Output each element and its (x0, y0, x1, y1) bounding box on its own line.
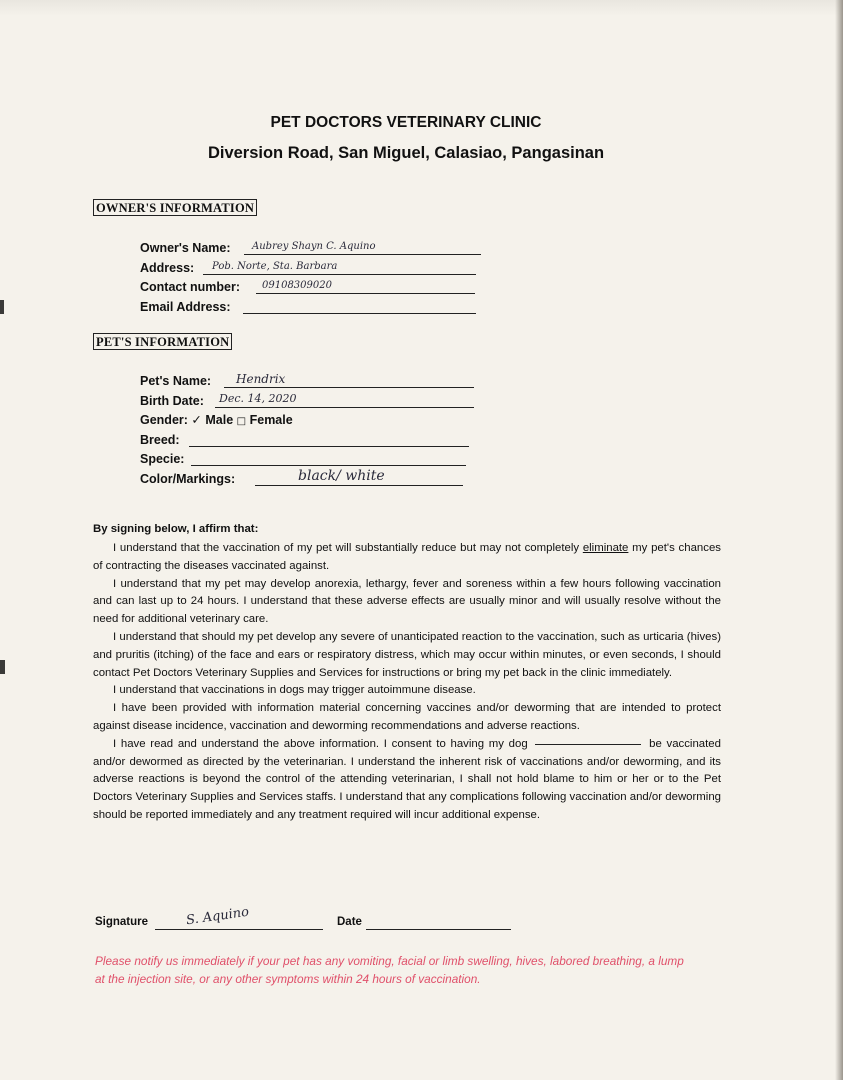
email-label: Email Address: (140, 300, 231, 314)
pet-section-heading: PET'S INFORMATION (93, 333, 232, 350)
owner-name-value: Aubrey Shayn C. Aquino (252, 241, 376, 252)
clinic-name: PET DOCTORS VETERINARY CLINIC (270, 114, 542, 131)
contact-line[interactable] (256, 293, 475, 294)
binder-hole-mark (0, 660, 5, 674)
consent-text: my pet's chances of contracting the diseases vaccinated against. (93, 542, 721, 572)
consent-paragraph (93, 736, 721, 825)
clinic-address: Diversion Road, San Miguel, Calasiao, Pangasinan (207, 144, 605, 162)
breed-line[interactable] (189, 446, 469, 447)
consent-text: be vaccinated and/or dewormed as directed by the veterinarian. I understand the inherent risk of vaccinations and/or deworming, and its adverse reactions is beyond the control of the attending veterinarian, I shall not hold blame to him or her or to the Pet Doctors Veterinary Supplies and Services staffs. I understand that any complications following vaccination and/or deworming should be reported immediately and any treatment required will incur additional expense. (93, 737, 721, 821)
email-line[interactable] (243, 313, 476, 314)
contact-value: 09108309020 (262, 280, 332, 291)
signature-label: Signature (95, 916, 149, 928)
signature-value: S. Aquino (185, 904, 250, 929)
consent-paragraph: I understand that vaccinations in dogs may trigger autoimmune disease. (113, 684, 476, 697)
owner-name-line[interactable] (244, 254, 481, 255)
consent-paragraph: I have been provided with information material concerning vaccines and/or deworming that are intended to protect against disease incidence, vaccination and deworming recommendations and adverse reactions. (93, 702, 721, 732)
breed-label: Breed: (140, 433, 180, 447)
post-vaccination-notice: Please notify us immediately if your pet has any vomiting, facial or limb swelling, hives, labored breathing, a lump at the injection site, or any other symptoms within 24 hours of vaccination. (95, 954, 684, 986)
gender-label: Gender: (140, 413, 188, 427)
eliminate-underlined: eliminate (582, 542, 629, 554)
male-label: Male (205, 413, 234, 427)
pet-name-value: Hendrix (236, 372, 286, 386)
signature-line[interactable] (155, 929, 323, 930)
female-checkbox[interactable]: □ (236, 416, 247, 427)
consent-body (93, 540, 721, 825)
address-line[interactable] (203, 274, 476, 275)
affirm-lead: By signing below, I affirm that: (93, 523, 259, 535)
pet-name-label: Pet's Name: (140, 374, 212, 388)
address-label: Address: (140, 261, 195, 275)
address-value: Pob. Norte, Sta. Barbara (212, 261, 338, 272)
binder-hole-mark (0, 300, 4, 314)
consent-paragraph: I understand that should my pet develop any severe of unanticipated reaction to the vaccination, such as urticaria (hives) and pruritis (itching) of the face and ears or respiratory distress, which may occur within minutes, or even seconds, I should contact Pet Doctors Veterinary Supplies and Services for instructions or bring my pet back in the clinic immediately. (93, 630, 721, 679)
female-label: Female (249, 413, 293, 427)
consent-paragraph (93, 540, 721, 576)
color-markings-value: black/ white (298, 468, 385, 484)
owner-section-heading: OWNER'S INFORMATION (93, 199, 257, 216)
contact-label: Contact number: (140, 280, 240, 294)
gender-field (140, 413, 293, 429)
specie-line[interactable] (191, 465, 466, 466)
male-checkbox-checked[interactable]: ✓ (191, 412, 202, 427)
birth-date-label: Birth Date: (140, 394, 204, 408)
birth-date-line[interactable] (215, 407, 474, 408)
owner-name-label: Owner's Name: (140, 241, 231, 255)
consent-paragraph: I understand that my pet may develop anorexia, lethargy, fever and soreness within a few hours following vaccination and can last up to 24 hours. I understand that these adverse effects are usually minor and will usually resolve without the need for additional veterinary care. (93, 577, 721, 626)
color-markings-label: Color/Markings: (140, 472, 236, 486)
date-line[interactable] (366, 929, 511, 930)
pet-name-line[interactable] (224, 387, 474, 388)
date-label: Date (337, 916, 362, 928)
birth-date-value: Dec. 14, 2020 (219, 392, 297, 405)
dog-name-blank[interactable] (535, 744, 641, 745)
consent-text: I understand that the vaccination of my pet will substantially reduce but may not completely (113, 542, 580, 554)
color-markings-line[interactable] (255, 485, 463, 486)
specie-label: Specie: (140, 452, 185, 466)
consent-text: I have read and understand the above information. I consent to having my dog (113, 737, 528, 750)
